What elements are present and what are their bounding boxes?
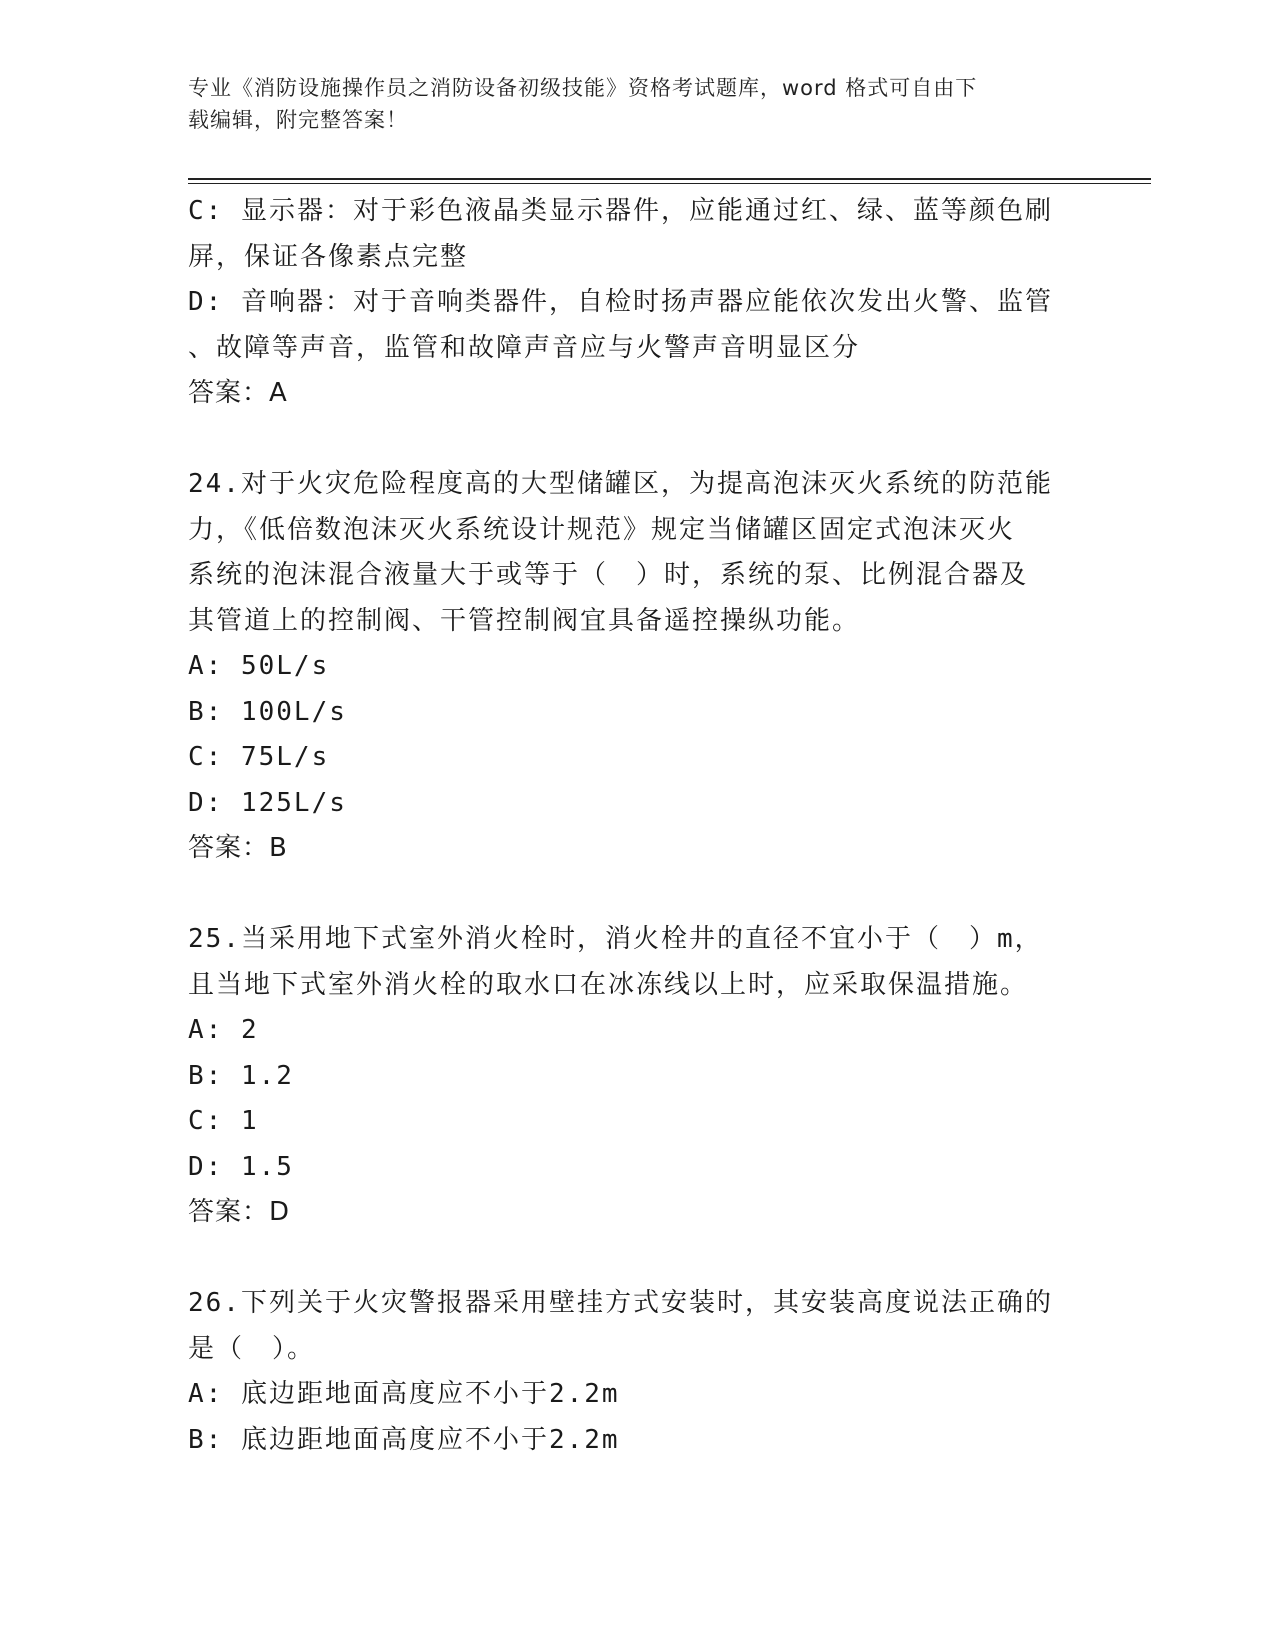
spacer (188, 872, 1088, 918)
document-header (188, 72, 1068, 136)
q24-answer: 答案：B (188, 833, 288, 863)
q24-stem-line-1: 24.对于火灾危险程度高的大型储罐区，为提高泡沫灭火系统的防范能 (188, 469, 1053, 499)
q26-option-a: A: 底边距地面高度应不小于2.2m (188, 1379, 620, 1409)
q25-option-a: A: 2 (188, 1015, 259, 1045)
q25-stem-line-2: 且当地下式室外消火栓的取水口在冰冻线以上时，应采取保温措施。 (188, 969, 1029, 1000)
q24-stem-line-2: 力，《低倍数泡沫灭火系统设计规范》规定当储罐区固定式泡沫灭火 (188, 514, 1016, 545)
q26-stem-line-2: 是（ ）。 (188, 1333, 316, 1364)
q24-option-a: A: 50L/s (188, 651, 330, 681)
q25-option-c: C: 1 (188, 1106, 259, 1136)
spacer (188, 417, 1088, 463)
option-c-line-1: C: 显示器：对于彩色液晶类显示器件，应能通过红、绿、蓝等颜色刷 (188, 196, 1053, 226)
header-line-2: 载编辑，附完整答案！ (188, 108, 408, 132)
q24-option-c: C: 75L/s (188, 742, 330, 772)
q24-option-b: B: 100L/s (188, 696, 347, 727)
answer-prev: 答案：A (188, 378, 288, 408)
spacer (188, 1236, 1088, 1282)
q26-option-b: B: 底边距地面高度应不小于2.2m (188, 1424, 620, 1455)
q25-option-d: D: 1.5 (188, 1151, 294, 1182)
question-content (188, 189, 1088, 1463)
q25-stem-line-1: 25.当采用地下式室外消火栓时，消火栓井的直径不宜小于（ ）m， (188, 924, 1043, 954)
q24-option-d: D: 125L/s (188, 787, 347, 818)
q25-answer: 答案：D (188, 1197, 291, 1227)
header-rule-thin (188, 183, 1151, 184)
option-d-line-2: 、故障等声音，监管和故障声音应与火警声音明显区分 (188, 332, 861, 363)
q26-stem-line-1: 26.下列关于火灾警报器采用壁挂方式安装时，其安装高度说法正确的 (188, 1288, 1053, 1318)
option-c-line-2: 屏，保证各像素点完整 (188, 241, 469, 272)
header-line-1: 专业《消防设施操作员之消防设备初级技能》资格考试题库，word 格式可自由下 (188, 76, 978, 100)
q25-option-b: B: 1.2 (188, 1060, 294, 1091)
q24-stem-line-3: 系统的泡沫混合液量大于或等于（ ）时，系统的泵、比例混合器及 (188, 560, 1029, 590)
q24-stem-line-4: 其管道上的控制阀、干管控制阀宜具备遥控操纵功能。 (188, 605, 861, 636)
option-d-line-1: D: 音响器：对于音响类器件，自检时扬声器应能依次发出火警、监管 (188, 287, 1053, 317)
header-rule-thick (188, 178, 1151, 180)
